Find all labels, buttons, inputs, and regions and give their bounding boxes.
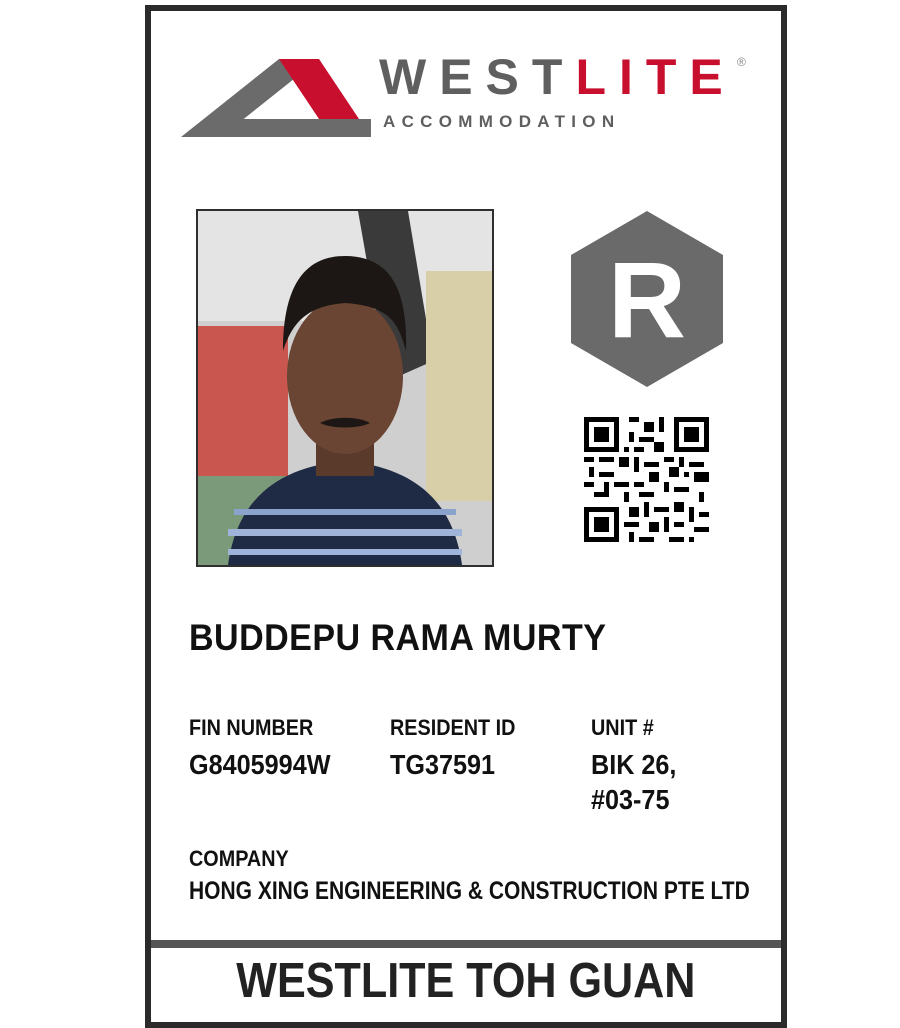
unit-value-line1: BIK 26, [591,749,677,780]
resident-photo [196,209,494,567]
site-name-text: WESTLITE TOH GUAN [236,954,696,1008]
unit-label: UNIT # [591,715,654,740]
fin-number-label: FIN NUMBER [189,715,314,740]
registered-mark: ® [737,55,746,69]
qr-code-icon[interactable] [584,417,709,542]
brand-subtitle: ACCOMMODATION [383,112,621,131]
company-label: COMPANY [189,846,289,871]
resident-id-value: TG37591 [390,749,496,780]
brand-wordmark [379,47,736,107]
unit-value-line2: #03-75 [591,784,670,815]
badge-letter: R [608,239,686,360]
resident-id-label: RESIDENT ID [390,715,516,740]
resident-name: BUDDEPU RAMA MURTY [189,617,607,658]
footer-divider [151,940,781,948]
company-value: HONG XING ENGINEERING & CONSTRUCTION PTE LTD [189,877,750,905]
westlite-logo-mark [181,49,371,139]
brand-name-west: WEST [379,49,576,105]
brand-name-lite: LITE [575,49,736,105]
id-card [145,5,787,1028]
resident-category-badge [571,211,723,387]
site-name [151,951,781,1011]
fin-number-value: G8405994W [189,749,331,780]
